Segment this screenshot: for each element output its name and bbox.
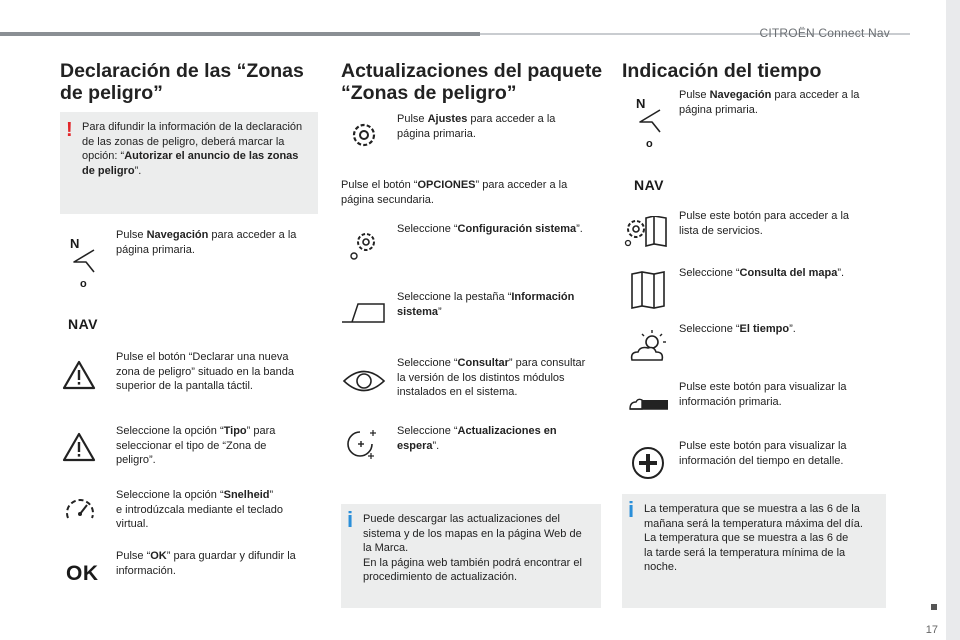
title-line: de peligro”: [60, 82, 163, 104]
info-note-temperatura: [622, 494, 886, 608]
text-line: La temperatura que se muestra a las 6 de la: [644, 503, 860, 515]
warning-note: [60, 112, 318, 214]
text-line: Seleccione la opción “Tipo” para: [116, 425, 276, 437]
ok-button-label: OK: [66, 562, 99, 585]
title-line: “Zonas de peligro”: [341, 82, 517, 104]
step-declarar: [116, 350, 316, 394]
compass-arrow-icon: [72, 248, 98, 274]
info-icon: i: [347, 507, 354, 532]
warning-triangle-icon: [62, 432, 96, 462]
section-title-actualizaciones: [341, 60, 602, 104]
compass-o-label: o: [80, 278, 87, 290]
title-line: Actualizaciones del paquete: [341, 60, 603, 82]
text-line: información.: [116, 564, 176, 577]
text-line: Seleccione la pestaña “Información: [397, 291, 575, 303]
text-line: la tarde será la temperatura mínima de la: [644, 546, 846, 559]
text-line: sistema”: [397, 305, 442, 318]
text-line: lista de servicios.: [679, 224, 763, 237]
text-line: la versión de los distintos módulos: [397, 371, 565, 384]
text-line: Puede descargar las actualizaciones del: [363, 513, 560, 525]
text-line: noche.: [644, 561, 678, 573]
text-line: opción: “Autorizar el anuncio de las zonas: [82, 150, 299, 162]
title-line: Declaración de las “Zonas: [60, 60, 304, 82]
text-line: la Marca.: [363, 542, 409, 554]
step-consultar: [397, 356, 602, 400]
step-navegacion: [116, 228, 316, 257]
text-line: página primaria.: [116, 243, 195, 256]
services-icon: [624, 216, 668, 248]
step-snelheid: [116, 488, 316, 532]
text-line: superior de la pantalla táctil.: [116, 380, 253, 392]
tab-icon: [342, 302, 386, 324]
text-line: Pulse este botón para visualizar la: [679, 440, 847, 452]
text-line: e introdúzcala mediante el teclado: [116, 503, 283, 516]
step-navegacion-tiempo: [679, 88, 879, 117]
text-line: zona de peligro” situado en la banda: [116, 365, 294, 378]
nav-button-label: NAV: [68, 316, 99, 332]
step-tipo: [116, 424, 316, 468]
text-line: Seleccione la opción “Snelheid”: [116, 489, 274, 501]
warning-triangle-icon: [62, 360, 96, 390]
compass-arrow-icon: [638, 108, 664, 134]
text-line: mañana será la temperatura máxima del día.: [644, 517, 863, 530]
system-settings-icon: [348, 230, 382, 262]
section-title-zonas: [60, 60, 304, 104]
text-line: virtual.: [116, 518, 149, 530]
plus-circle-icon: [631, 446, 665, 480]
text-line: Seleccione “Consultar” para consultar: [397, 357, 586, 369]
text-line: Seleccione “Configuración sistema”.: [397, 223, 583, 235]
page-edge-band: [946, 0, 960, 640]
map-icon: [630, 270, 666, 310]
compass-n-label: N: [70, 236, 80, 251]
compass-o-label: o: [646, 138, 653, 150]
speedometer-icon: [64, 496, 96, 524]
text-line: seleccionar el tipo de “Zona de: [116, 439, 267, 452]
text-line: página primaria.: [679, 103, 758, 116]
updates-pending-icon: [344, 428, 380, 464]
info-text: [644, 502, 878, 575]
text-line: sistema y de los mapas en la página Web de: [363, 527, 582, 540]
text-line: La temperatura que se muestra a las 6 de: [644, 532, 849, 544]
info-icon: i: [628, 497, 635, 522]
step-informacion: [397, 290, 597, 319]
warning-text: [82, 120, 310, 178]
page-marker: [931, 604, 937, 610]
nav-button-label: NAV: [634, 177, 665, 193]
paragraph-opciones: [341, 178, 599, 207]
text-line: información del tiempo en detalle.: [679, 454, 844, 467]
text-line: Pulse Ajustes para acceder a la: [397, 113, 556, 125]
text-line: Pulse este botón para visualizar la: [679, 381, 847, 393]
text-line: de las zonas de peligro, deberá marcar la: [82, 135, 285, 148]
text-line: Seleccione “El tiempo”.: [679, 323, 796, 335]
text-line: página primaria.: [397, 127, 476, 140]
text-line: Pulse el botón “Declarar una nueva: [116, 351, 289, 363]
text-line: Seleccione “Consulta del mapa”.: [679, 267, 845, 279]
step-ok: [116, 549, 316, 578]
text-line: de peligro”.: [82, 164, 142, 177]
weather-bar-icon: [628, 396, 670, 412]
text-line: Pulse el botón “OPCIONES” para acceder a la: [341, 179, 568, 191]
text-line: En la página web también podrá encontrar el: [363, 556, 582, 569]
text-line: Pulse “OK” para guardar y difundir la: [116, 550, 296, 562]
text-line: instalados en el sistema.: [397, 386, 518, 398]
compass-n-label: N: [636, 96, 646, 111]
text-line: procedimiento de actualización.: [363, 571, 518, 583]
weather-icon: [628, 328, 670, 364]
step-el-tiempo: [679, 322, 879, 337]
text-line: Pulse Navegación para acceder a la: [116, 229, 297, 241]
info-note-descarga: [341, 504, 601, 608]
text-line: Seleccione “Actualizaciones en: [397, 425, 557, 437]
text-line: Pulse Navegación para acceder a la: [679, 89, 860, 101]
text-line: Pulse este botón para acceder a la: [679, 210, 850, 222]
page-number: 17: [925, 624, 938, 636]
step-actualizaciones-espera: [397, 424, 597, 453]
eye-icon: [342, 366, 386, 396]
step-configuracion: [397, 222, 597, 237]
text-line: información primaria.: [679, 395, 782, 408]
settings-gear-icon: [349, 120, 379, 150]
text-line: espera”.: [397, 439, 440, 452]
header-bar: [0, 32, 480, 36]
step-informacion-primaria: [679, 380, 879, 409]
text-line: peligro”.: [116, 454, 156, 466]
info-text: [363, 512, 593, 585]
step-servicios: [679, 209, 879, 238]
step-tiempo-detalle: [679, 439, 879, 468]
section-title-tiempo: Indicación del tiempo: [622, 60, 822, 82]
text-line: página secundaria.: [341, 193, 434, 206]
brand-label: CITROËN Connect Nav: [759, 26, 890, 40]
warning-icon: !: [66, 119, 73, 141]
step-ajustes: [397, 112, 597, 141]
step-consulta-mapa: [679, 266, 879, 281]
text-line: Para difundir la información de la declaración: [82, 121, 303, 133]
